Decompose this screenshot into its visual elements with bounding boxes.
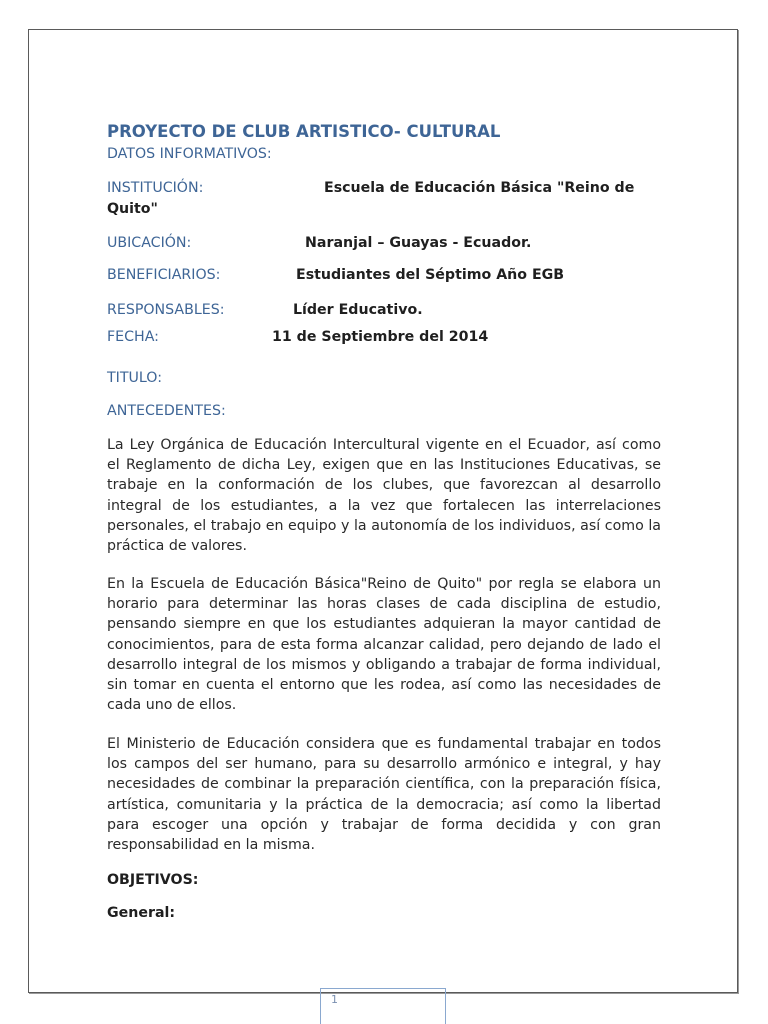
section-antecedentes: ANTECEDENTES: xyxy=(107,403,226,419)
section-datos-informativos: DATOS INFORMATIVOS: xyxy=(107,146,272,162)
page-number: 1 xyxy=(331,993,338,1006)
document-title: PROYECTO DE CLUB ARTISTICO- CULTURAL xyxy=(107,122,501,141)
field-value-institucion-cont: Quito" xyxy=(107,201,158,217)
field-label-beneficiarios: BENEFICIARIOS: xyxy=(107,267,221,283)
field-value-responsables: Líder Educativo. xyxy=(293,302,423,318)
field-label-responsables: RESPONSABLES: xyxy=(107,302,225,318)
section-general: General: xyxy=(107,905,176,921)
field-label-fecha: FECHA: xyxy=(107,329,159,345)
field-value-fecha: 11 de Septiembre del 2014 xyxy=(272,329,489,345)
field-label-ubicacion: UBICACIÓN: xyxy=(107,235,192,251)
section-objetivos: OBJETIVOS: xyxy=(107,872,199,888)
field-value-ubicacion: Naranjal – Guayas - Ecuador. xyxy=(305,235,532,251)
field-label-institucion: INSTITUCIÓN: xyxy=(107,180,204,196)
paragraph-2: En la Escuela de Educación Básica"Reino de Quito" por regla se elabora un horario para determinar las horas clases de cada disciplina de estudio, pensando siempre en que los estudiantes adquieran la mayor cantidad de conocimientos, para de esta forma alcanzar calidad, pero dejando de lado el desarrollo integral de los mismos y obligando a trabajar de forma individual, sin tomar en cuenta el entorno que les rodea, así como las necesidades de cada uno de ellos. xyxy=(107,576,661,714)
section-titulo: TITULO: xyxy=(107,370,162,386)
field-value-beneficiarios: Estudiantes del Séptimo Año EGB xyxy=(296,267,565,283)
paragraph-3: El Ministerio de Educación considera que es fundamental trabajar en todos los campos del ser humano, para su desarrollo armónico e integral, y hay necesidades de combinar la preparación científica, con la preparación física, artística, comunitaria y la práctica de la democracia; así como la libertad para escoger una opción y trabajar de forma decidida y con gran responsabilidad en la misma. xyxy=(107,736,661,854)
document-page xyxy=(28,29,738,993)
paragraph-1: La Ley Orgánica de Educación Intercultural vigente en el Ecuador, así como el Reglamento de dicha Ley, exigen que en las Instituciones Educativas, se trabaje en la conformación de los clubes, que favorezcan al desarrollo integral de los estudiantes, a la vez que fortalecen las interrelaciones personales, el trabajo en equipo y la autonomía de los individuos, así como la práctica de valores. xyxy=(107,437,661,555)
page-footer-box xyxy=(320,988,446,1024)
field-value-institucion: Escuela de Educación Básica "Reino de xyxy=(324,180,635,196)
